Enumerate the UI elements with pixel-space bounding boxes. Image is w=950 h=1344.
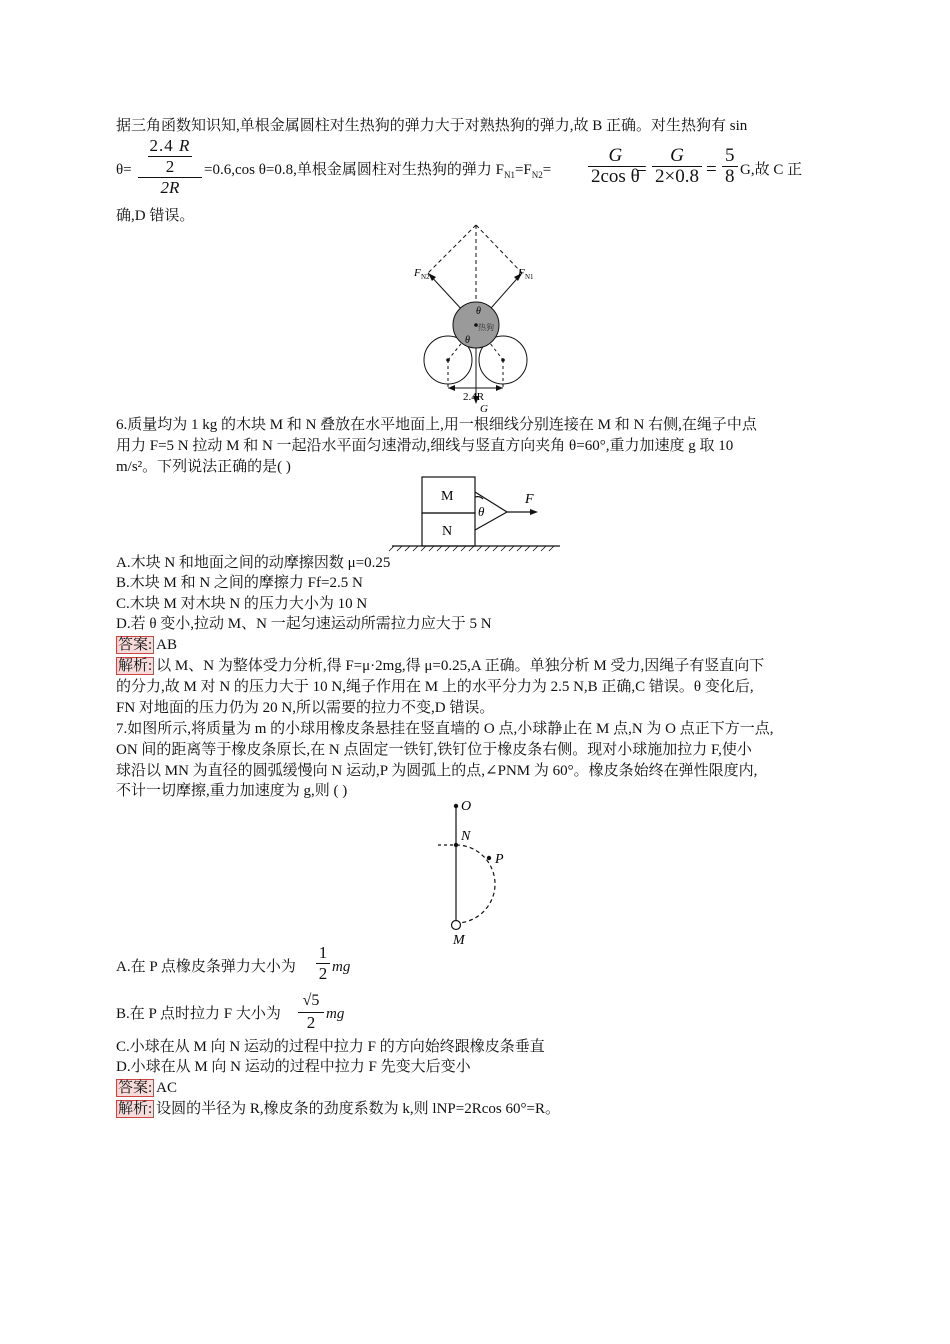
q6-analysis-line3: FN 对地面的压力仍为 20 N,所以需要的拉力不变,D 错误。 — [116, 700, 495, 716]
fn2-label: F — [414, 267, 421, 279]
theta-label: θ — [478, 504, 485, 519]
eq2-text: = — [542, 162, 552, 178]
eq-text: =F — [514, 162, 532, 178]
frac-den: 2 — [318, 964, 328, 983]
fraction-half — [316, 943, 330, 984]
ball — [452, 921, 461, 930]
fraction-root5-half — [298, 990, 324, 1033]
analysis-tag: 解析: — [118, 1101, 153, 1117]
q6-option-c: C.木块 M 对木块 N 的压力大小为 10 N — [116, 596, 368, 612]
theta-upper: θ — [476, 306, 481, 317]
answer-value: AB — [156, 637, 178, 653]
answer-value: AC — [156, 1080, 178, 1096]
nested-num-a: 2.4 — [149, 136, 174, 155]
text-line: 据三角函数知识知,单根金属圆柱对生热狗的弹力大于对熟热狗的弹力,故 B 正确。对生热狗有 sin — [116, 118, 748, 134]
frac-num: 5 — [722, 146, 738, 167]
frac-num: √5 — [298, 990, 324, 1013]
formula-mid-text: =0.6,cos θ=0.8,单根金属圆柱对生热狗的弹力 F — [204, 162, 504, 178]
q6-option-d: D.若 θ 变小,拉动 M、N 一起匀速运动所需拉力应大于 5 N — [116, 616, 492, 632]
q7-option-d: D.小球在从 M 向 N 运动的过程中拉力 F 先变大后变小 — [116, 1059, 471, 1075]
point-p-label: P — [495, 852, 504, 867]
q6-stem-line2: 用力 F=5 N 拉动 M 和 N 一起沿水平面匀速滑动,细线与竖直方向夹角 θ=60°,重力加速度 g 取 10 — [116, 438, 734, 454]
point-o-label: O — [461, 799, 472, 814]
q7-stem-line2: ON 间的距离等于橡皮条原长,在 N 点固定一铁钉,铁钉位于橡皮条右侧。现对小球施加拉力 F,使小 — [116, 742, 752, 758]
fn1-label: F — [518, 267, 525, 279]
theta-eq: θ= — [116, 162, 132, 178]
theta-lower: θ — [465, 335, 470, 346]
nested-num-r: R — [179, 136, 191, 155]
gravity-label: G — [480, 403, 488, 415]
q7-answer — [116, 1078, 177, 1098]
q7-analysis-line1 — [116, 1099, 560, 1119]
point-m-label: M — [453, 933, 465, 948]
q6-stem-line1: 6.质量均为 1 kg 的木块 M 和 N 叠放在水平地面上,用一根细线分别连接在 M 和 N 右侧,在绳子中点 — [116, 417, 757, 433]
sub-n2: N2 — [531, 170, 543, 180]
q6-option-a: A.木块 N 和地面之间的动摩擦因数 μ=0.25 — [116, 555, 391, 571]
option-tail: mg — [326, 1006, 345, 1022]
text-line: 确,D 错误。 — [116, 208, 195, 224]
frac-num: G — [652, 146, 702, 167]
fn2-sub: N2 — [421, 273, 430, 281]
frac-den: 8 — [725, 166, 735, 187]
dimension-label: 2.4R — [463, 391, 485, 403]
q7-stem-line4: 不计一切摩擦,重力加速度为 g,则 ( ) — [116, 783, 348, 799]
sub-n1: N1 — [503, 170, 515, 180]
nested-outer-den: 2R — [160, 178, 180, 197]
force-f-label: F — [525, 492, 534, 507]
answer-tag: 答案: — [118, 637, 153, 653]
analysis-text: 设圆的半径为 R,橡皮条的劲度系数为 k,则 lNP=2Rcos 60°=R。 — [156, 1101, 560, 1117]
nested-inner-den: 2 — [165, 157, 175, 176]
block-m-label: M — [441, 489, 454, 504]
eq4-text: = — [706, 159, 717, 180]
fn1-sub: N1 — [525, 273, 534, 281]
option-tail: mg — [332, 959, 351, 975]
frac-den: 2 — [306, 1013, 316, 1032]
q6-option-b: B.木块 M 和 N 之间的摩擦力 Ff=2.5 N — [116, 575, 363, 591]
hotdog-label: 热狗 — [478, 323, 494, 332]
q6-stem-line3: m/s²。下列说法正确的是( ) — [116, 459, 291, 475]
analysis-tag: 解析: — [118, 658, 153, 674]
option-text: B.在 P 点时拉力 F 大小为 — [116, 1006, 281, 1022]
q7-option-c: C.小球在从 M 向 N 运动的过程中拉力 F 的方向始终跟橡皮条垂直 — [116, 1039, 545, 1055]
q7-stem-line1: 7.如图所示,将质量为 m 的小球用橡皮条悬挂在竖直墙的 O 点,小球静止在 M 点,N 为 O 点正下方一点, — [116, 721, 774, 737]
q7-stem-line3: 球沿以 MN 为直径的圆弧缓慢向 N 运动,P 为圆弧上的点,∠PNM 为 60°。橡皮条始终在弹性限度内, — [116, 763, 758, 779]
frac-den: 2×0.8 — [655, 166, 699, 187]
block-n-label: N — [442, 524, 453, 539]
eq3-text: = — [636, 159, 647, 180]
q6-analysis-line2: 的分力,故 M 对 N 的压力大于 10 N,绳子作用在 M 上的水平分力为 2.5 N,B 正确,C 错误。θ 变化后, — [116, 679, 754, 695]
point-n-label: N — [461, 829, 471, 844]
analysis-text: 以 M、N 为整体受力分析,得 F=μ·2mg,得 μ=0.25,A 正确。单独分析 M 受力,因绳子有竖直向下 — [156, 658, 765, 674]
formula-tail: G,故 C 正 — [740, 162, 803, 178]
answer-tag: 答案: — [118, 1080, 153, 1096]
frac-den: 2cos θ — [591, 166, 640, 187]
option-text: A.在 P 点橡皮条弹力大小为 — [116, 959, 296, 975]
frac-num: G — [588, 146, 643, 167]
frac-num: 1 — [316, 943, 330, 964]
